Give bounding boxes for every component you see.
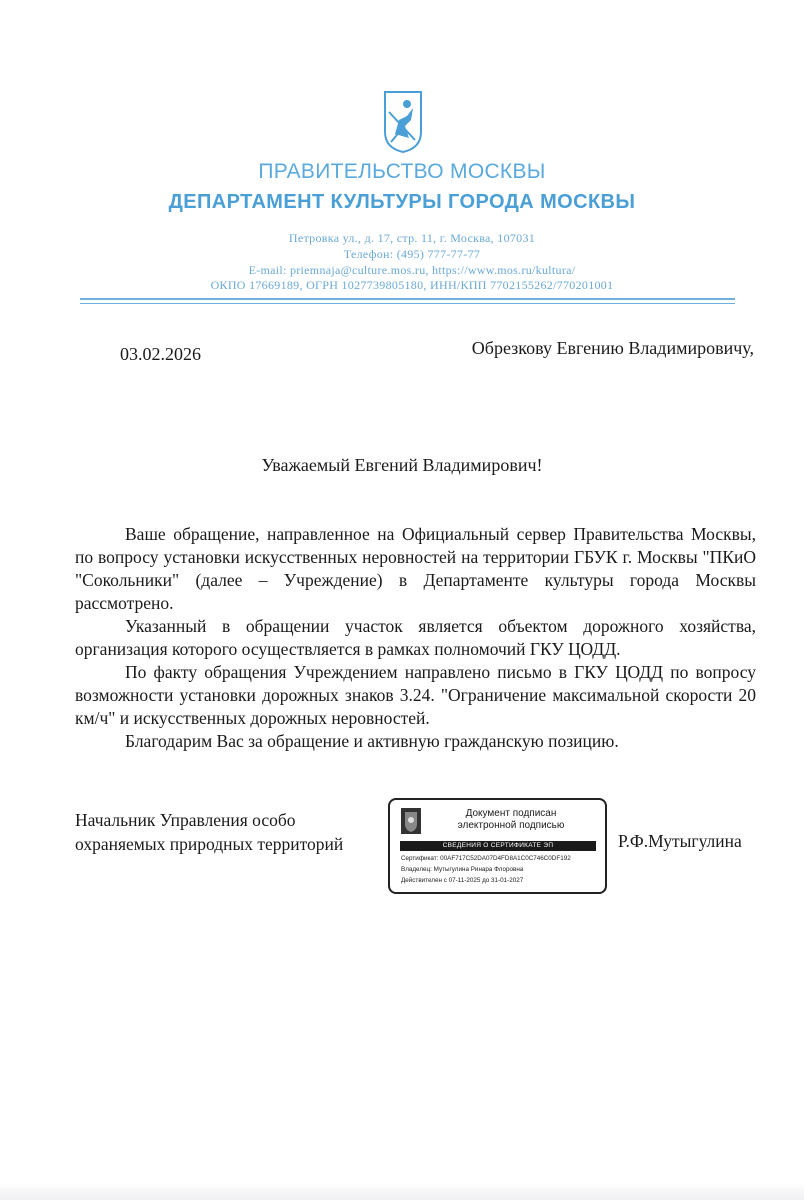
body-paragraph: Благодарим Вас за обращение и активную гражданскую позицию.	[125, 731, 619, 751]
moscow-emblem-icon	[401, 808, 421, 834]
letter-date: 03.02.2026	[120, 344, 201, 364]
stamp-title	[426, 808, 596, 832]
stamp-certificate-number: Сертификат: 00AF717C52DA07D4FD8A1C0C746C0DF192	[401, 855, 571, 862]
signer-title	[75, 808, 343, 856]
signer-name: Р.Ф.Мутыгулина	[618, 831, 742, 851]
org-phone: Телефон: (495) 777-77-77	[343, 247, 481, 261]
stamp-title-line: электронной подписью	[457, 820, 565, 831]
letter-body	[75, 523, 756, 753]
letter-addressee: Обрезкову Евгению Владимировичу,	[471, 338, 754, 358]
body-paragraph: По факту обращения Учреждением направлено письмо в ГКУ ЦОДД по вопросу возможности установки дорожных знаков 3.24. "Ограничение максимальной скорости 20 км/ч" и искусственных дорожных неровностей.	[75, 662, 756, 728]
body-paragraph: Указанный в обращении участок является объектом дорожного хозяйства, организация которого осуществляется в рамках полномочий ГКУ ЦОДД.	[75, 616, 756, 659]
moscow-coat-of-arms-icon	[383, 90, 423, 154]
org-email[interactable]: E-mail: priemnaja@culture.mos.ru, https://www.mos.ru/kultura/	[248, 263, 576, 277]
stamp-owner: Владелец: Мутыгулина Ринара Флоровна	[401, 866, 524, 873]
org-name-government: ПРАВИТЕЛЬСТВО МОСКВЫ	[258, 160, 546, 183]
header-divider-thick	[80, 298, 735, 300]
electronic-signature-stamp	[388, 798, 607, 894]
page-bottom-edge	[0, 1182, 804, 1200]
signer-title-line: Начальник Управления особо	[75, 810, 296, 830]
org-codes: ОКПО 17669189, ОГРН 1027739805180, ИНН/КПП 7702155262/770201001	[210, 278, 614, 292]
header-divider-thin	[80, 303, 735, 304]
stamp-validity: Действителен с 07-11-2025 до 31-01-2027	[401, 877, 524, 884]
org-name-department: ДЕПАРТАМЕНТ КУЛЬТУРЫ ГОРОДА МОСКВЫ	[168, 191, 636, 213]
letter-greeting: Уважаемый Евгений Владимирович!	[261, 455, 543, 475]
stamp-certificate-header: СВЕДЕНИЯ О СЕРТИФИКАТЕ ЭП	[400, 841, 596, 851]
stamp-title-line: Документ подписан	[465, 808, 557, 819]
signer-title-line: охраняемых природных территорий	[75, 834, 344, 854]
org-address: Петровка ул., д. 17, стр. 11, г. Москва, 107031	[288, 231, 536, 245]
body-paragraph: Ваше обращение, направленное на Официальный сервер Правительства Москвы, по вопросу установки искусственных неровностей на территории ГБУК г. Москвы "ПКиО "Сокольники" (далее – Учреждение) в Департаменте культуры города Москвы рассмотрено.	[75, 524, 756, 613]
